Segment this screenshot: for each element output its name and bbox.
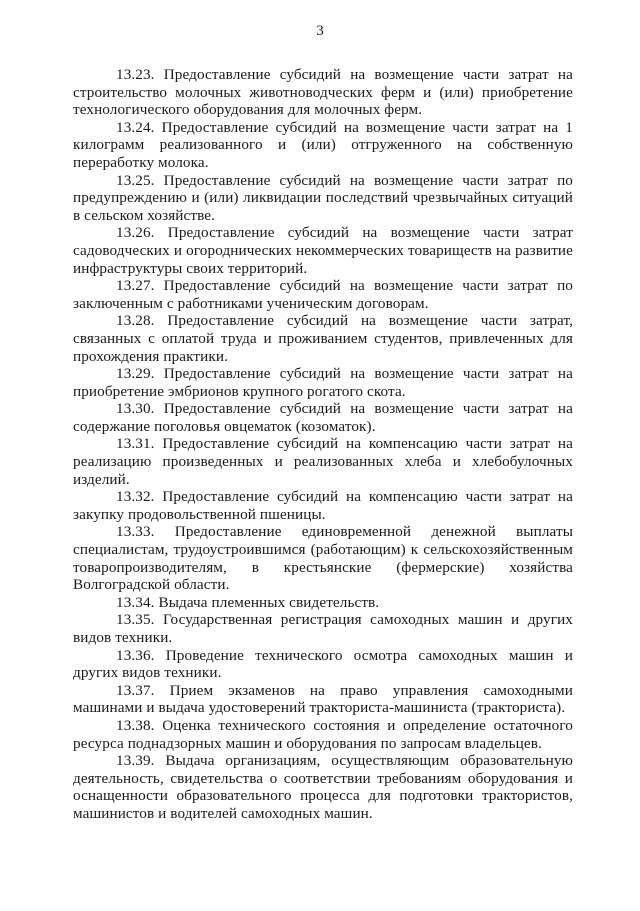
list-item: 13.28. Предоставление субсидий на возмещение части затрат, связанных с оплатой труда и проживанием студентов, привлеченных для прохождения практики. [73,312,573,365]
list-item: 13.36. Проведение технического осмотра самоходных машин и других видов техники. [73,646,573,682]
page-number: 3 [316,23,324,39]
list-item: 13.34. Выдача племенных свидетельств. [116,593,380,611]
list-item: 13.39. Выдача организациям, осуществляющим образовательную деятельность, свидетельства о соответствии требованиям оборудования и оснащенности образовательного процесса для подготовки трактористов, машинистов и водителей самоходных машин. [73,752,573,822]
list-item: 13.23. Предоставление субсидий на возмещение части затрат на строительство молочных животноводческих ферм и (или) приобретение технологического оборудования для молочных ферм. [73,66,573,119]
list-item: 13.35. Государственная регистрация самоходных машин и других видов техники. [73,611,573,646]
list-item: 13.24. Предоставление субсидий на возмещение части затрат на 1 килограмм реализованного и (или) отгруженного на собственную переработку молока. [73,118,573,171]
list-item: 13.25. Предоставление субсидий на возмещение части затрат по предупреждению и (или) ликвидации последствий чрезвычайных ситуаций в сельском хозяйстве. [73,171,573,224]
list-item: 13.37. Прием экзаменов на право управления самоходными машинами и выдача удостоверений тракториста-машиниста (тракториста). [73,681,573,717]
list-item: 13.29. Предоставление субсидий на возмещение части затрат на приобретение эмбрионов крупного рогатого скота. [73,365,573,400]
list-item: 13.38. Оценка технического состояния и определение остаточного ресурса поднадзорных машин и оборудования по запросам владельцев. [73,716,573,752]
list-item: 13.32. Предоставление субсидий на компенсацию части затрат на закупку продовольственной пшеницы. [73,488,573,523]
list-item: 13.31. Предоставление субсидий на компенсацию части затрат на реализацию произведенных и реализованных хлеба и хлебобулочных изделий. [73,435,573,488]
list-item: 13.30. Предоставление субсидий на возмещение части затрат на содержание поголовья овцематок (козоматок). [73,400,573,435]
list-item: 13.33. Предоставление единовременной денежной выплаты специалистам, трудоустроившимся (работающим) к сельскохозяйственным товаропроизводителям, в крестьянские (фермерские) хозяйства Волгоградской области. [73,523,573,594]
document-body [73,66,573,823]
list-item: 13.26. Предоставление субсидий на возмещение части затрат садоводческих и огороднических некоммерческих товариществ на развитие инфраструктуры своих территорий. [73,224,573,277]
list-item: 13.27. Предоставление субсидий на возмещение части затрат по заключенным с работниками ученическим договорам. [73,277,573,312]
